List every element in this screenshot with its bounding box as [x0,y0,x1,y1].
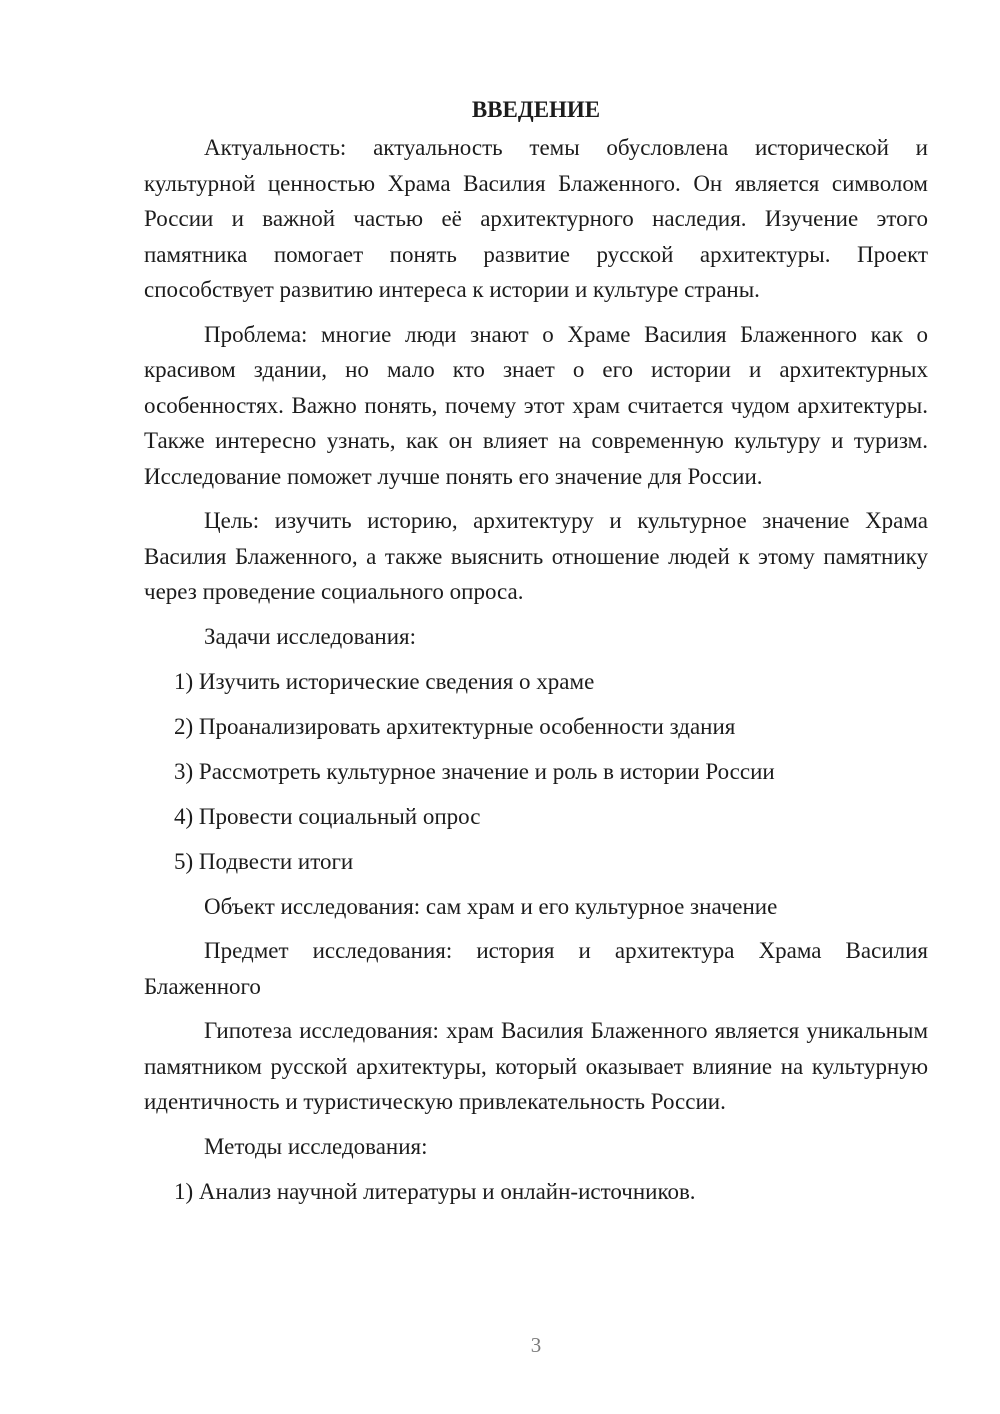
methods-heading: Методы исследования: [204,1133,428,1159]
object-paragraph: Объект исследования: сам храм и его культурное значение [204,893,778,919]
relevance-paragraph: Актуальность: актуальность темы обусловлена исторической и культурной ценностью Храма Василия Блаженного. Он является символом России и важной частью её архитектурного наследия. Изучение этого памятника помогает понять развитие русской архитектуры. Проект способствует развитию интереса к истории и культуре страны. [144,135,928,302]
list-item: 1) Изучить исторические сведения о храме [174,668,595,694]
document-page [144,92,928,1219]
methods-list [144,1174,928,1210]
problem-paragraph: Проблема: многие люди знают о Храме Василия Блаженного как о красивом здании, но мало кто знает о его истории и архитектурных особенностях. Важно понять, почему этот храм считается чудом архитектуры. Также интересно узнать, как он влияет на современную культуру и туризм. Исследование поможет лучше понять его значение для России. [144,321,928,489]
subject-paragraph: Предмет исследования: история и архитектура Храма Василия Блаженного [144,938,928,999]
list-item: 4) Провести социальный опрос [174,803,481,829]
tasks-heading: Задачи исследования: [204,623,417,649]
hypothesis-paragraph: Гипотеза исследования: храм Василия Блаженного является уникальным памятником русской архитектуры, который оказывает влияние на культурную идентичность и туристическую привлекательность России. [144,1018,928,1114]
goal-paragraph: Цель: изучить историю, архитектуру и культурное значение Храма Василия Блаженного, а также выяснить отношение людей к этому памятнику через проведение социального опроса. [144,508,928,604]
list-item: 2) Проанализировать архитектурные особенности здания [174,713,736,739]
page-title: ВВЕДЕНИЕ [471,97,601,122]
tasks-list [144,664,928,880]
list-item: 3) Рассмотреть культурное значение и роль в истории России [174,758,775,784]
list-item: 5) Подвести итоги [174,848,354,874]
list-item: 1) Анализ научной литературы и онлайн-источников. [174,1178,696,1204]
page-number: 3 [530,1333,542,1357]
